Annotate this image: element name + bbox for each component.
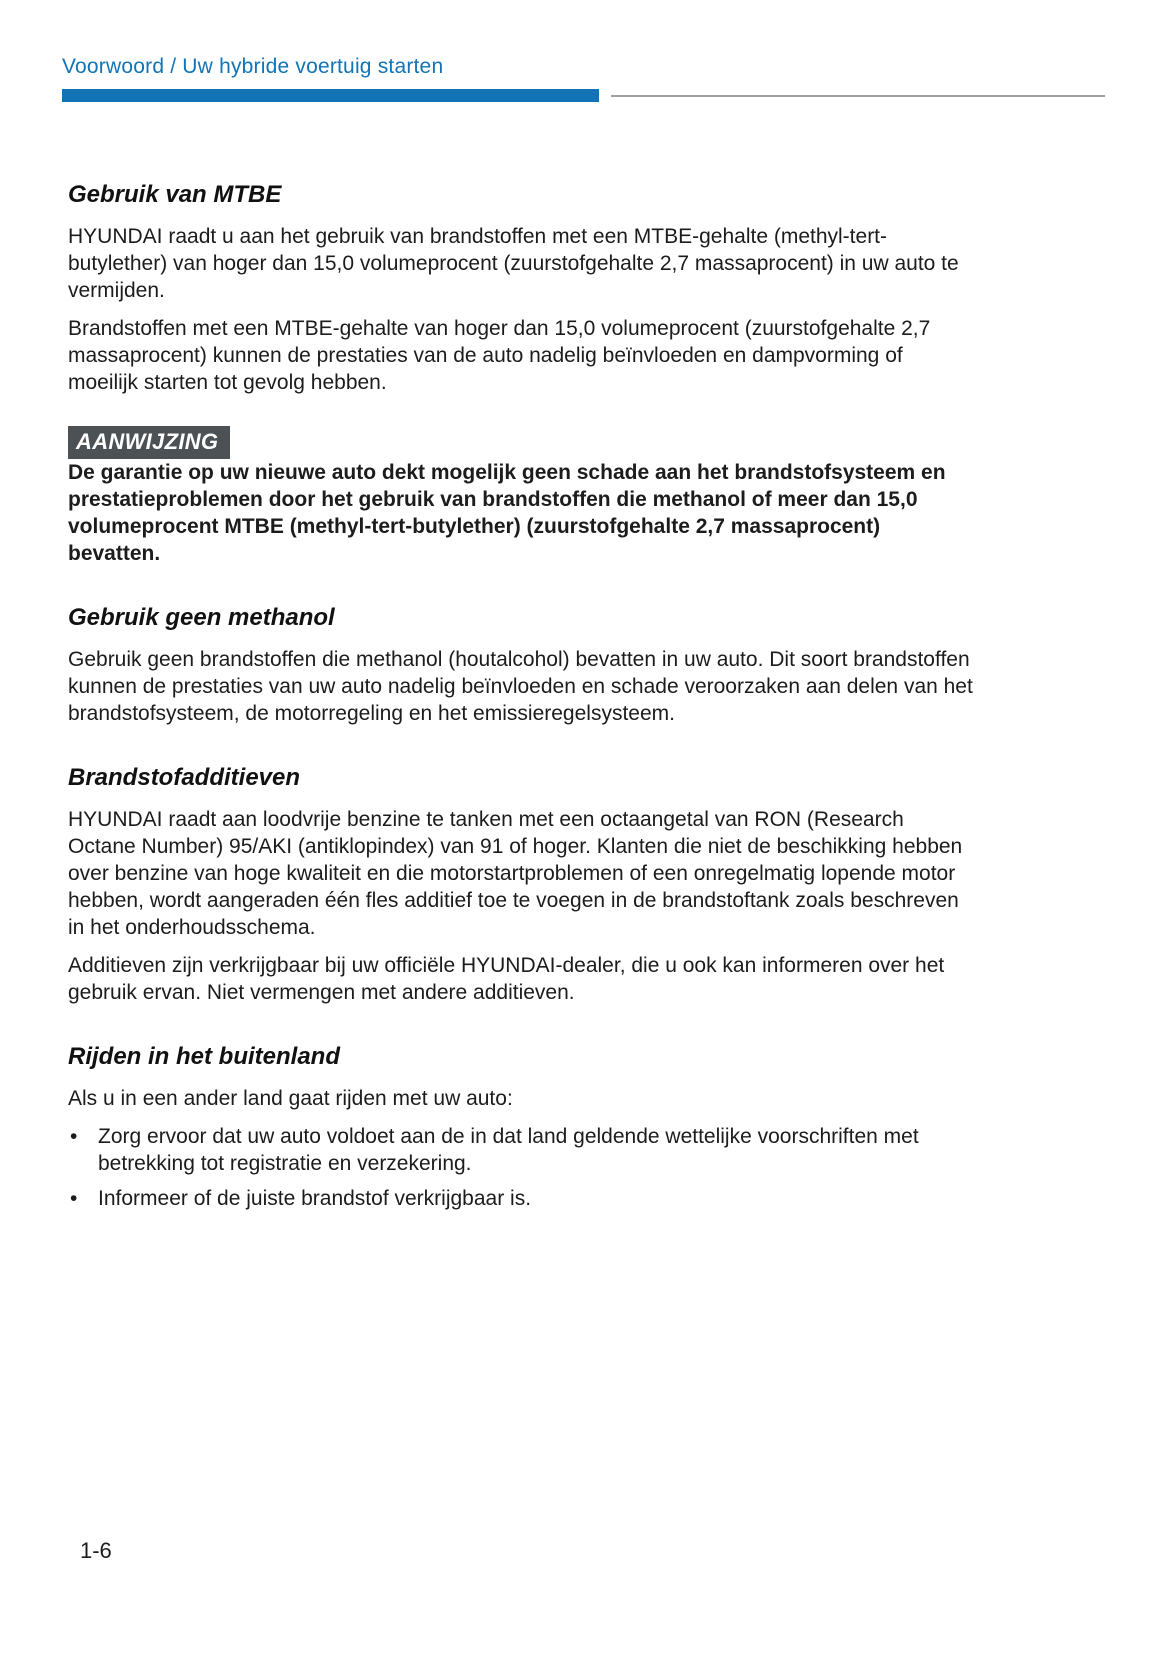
section-buitenland <box>68 1042 974 1212</box>
notice-text: De garantie op uw nieuwe auto dekt mogelijk geen schade aan het brandstofsysteem en prestatieproblemen door het gebruik van brandstoffen die methanol of meer dan 15,0 volumeprocent MTBE (methyl-tert-butylether) (zuurstofgehalte 2,7 massaprocent) bevatten. <box>68 461 946 565</box>
section-additieven <box>68 763 974 1006</box>
notice-block <box>68 426 974 567</box>
paragraph: Additieven zijn verkrijgbaar bij uw officiële HYUNDAI-dealer, die u ook kan informeren over het gebruik ervan. Niet vermengen met andere additieven. <box>68 954 945 1004</box>
paragraph: Gebruik geen brandstoffen die methanol (houtalcohol) bevatten in uw auto. Dit soort brandstoffen kunnen de prestaties van uw auto nadelig beïnvloeden en schade veroorzaken aan delen van het brandstofsysteem, de motorregeling en het emissieregelsysteem. <box>68 648 973 725</box>
section-title-additieven: Brandstofadditieven <box>68 764 301 791</box>
section-mtbe <box>68 180 974 396</box>
notice-label: AANWIJZING <box>68 426 230 459</box>
paragraph: Brandstoffen met een MTBE-gehalte van hoger dan 15,0 volumeprocent (zuurstofgehalte 2,7 massaprocent) kunnen de prestaties van de auto nadelig beïnvloeden en dampvorming of moeilijk starten tot gevolg hebben. <box>68 317 931 394</box>
section-title-mtbe: Gebruik van MTBE <box>68 181 282 208</box>
header-rule-bar <box>62 89 599 102</box>
bullet-item: • Zorg ervoor dat uw auto voldoet aan de in dat land geldende wettelijke voorschriften met betrekking tot registratie en verzekering. <box>68 1123 974 1177</box>
paragraph: Als u in een ander land gaat rijden met uw auto: <box>68 1087 513 1110</box>
paragraph: HYUNDAI raadt aan loodvrije benzine te tanken met een octaangetal van RON (Research Octane Number) 95/AKI (antiklopindex) van 91 of hoger. Klanten die niet de beschikking hebben over benzine van hoge kwaliteit en die motorstartproblemen of een onregelmatig lopende motor hebben, wordt aangeraden één fles additief toe te voegen in de brandstoftank zoals beschreven in het onderhoudsschema. <box>68 808 963 939</box>
section-title-methanol: Gebruik geen methanol <box>68 604 335 631</box>
section-methanol <box>68 603 974 727</box>
page-content <box>68 180 974 1212</box>
section-title-buitenland: Rijden in het buitenland <box>68 1043 340 1070</box>
header-rule-line <box>611 95 1105 97</box>
paragraph: HYUNDAI raadt u aan het gebruik van brandstoffen met een MTBE-gehalte (methyl-tert-butylether) van hoger dan 15,0 volumeprocent (zuurstofgehalte 2,7 massaprocent) in uw auto te vermijden. <box>68 225 959 302</box>
page-number: 1-6 <box>80 1538 112 1563</box>
bullet-list <box>68 1123 974 1212</box>
bullet-item: • Informeer of de juiste brandstof verkrijgbaar is. <box>68 1185 974 1212</box>
breadcrumb: Voorwoord / Uw hybride voertuig starten <box>62 55 444 78</box>
page-header <box>0 0 1165 102</box>
header-rule <box>62 89 1105 102</box>
